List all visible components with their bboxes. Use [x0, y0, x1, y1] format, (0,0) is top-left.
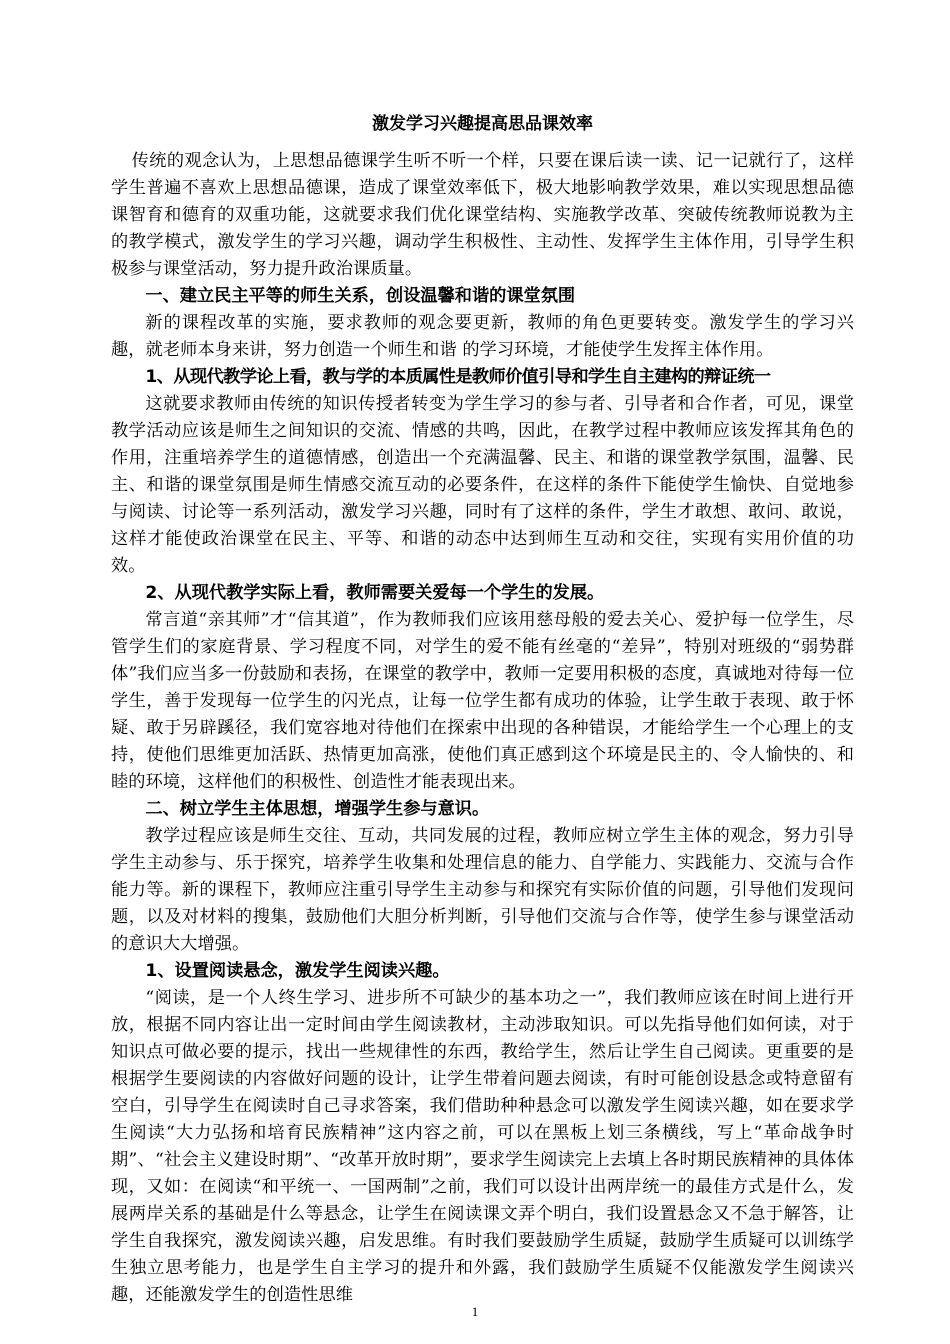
page-number: 1	[471, 1304, 479, 1319]
section-1-paragraph: 新的课程改革的实施，要求教师的观念要更新，教师的角色更要转变。激发学生的学习兴趣，就老师本身来讲，努力创造一个师生和谐 的学习环境，才能使学生发挥主体作用。	[111, 313, 854, 360]
section-heading-2: 二、树立学生主体思想，增强学生参与意识。	[145, 799, 490, 819]
intro-paragraph: 传统的观念认为，上思想品德课学生听不听一个样，只要在课后读一读、记一记就行了，这样学生普遍不喜欢上思想品德课，造成了课堂效率低下，极大地影响教学效果，难以实现思想品德课智育和德育的双重功能，这就要求我们优化课堂结构、实施教学改革、突破传统教师说教为主的教学模式，激发学生的学习兴趣，调动学生积极性、主动性、发挥学生主体作用，引导学生积极参与课堂活动，努力提升政治课质量。	[111, 151, 854, 279]
subsection-heading-1-2: 2、从现代教学实际上看，教师需要关爱每一个学生的发展。	[145, 583, 605, 603]
subsection-1-2-paragraph: 常言道“亲其师”才“信其道”，作为教师我们应该用慈母般的爱去关心、爱护每一位学生，尽管学生们的家庭背景、学习程度不同，对学生的爱不能有丝毫的“差异”，特别对班级的“弱势群体”我们应当多一份鼓励和表扬，在课堂的教学中，教师一定要用积极的态度，真诚地对待每一位学生，善于发现每一位学生的闪光点，让每一位学生都有成功的体验，让学生敢于表现、敢于怀疑、敢于另辟蹊径，我们宽容地对待他们在探索中出现的各种错误，才能给学生一个心理上的支持，使他们思维更加活跃、热情更加高涨，使他们真正感到这个环境是民主的、令人愉快的、和睦的环境，这样他们的积极性、创造性才能表现出来。	[111, 610, 854, 792]
subsection-2-1-paragraph: “阅读，是一个人终生学习、进步所不可缺少的基本功之一”，我们教师应该在时间上进行开放，根据不同内容让出一定时间由学生阅读教材，主动涉取知识。可以先指导他们如何读，对于知识点可做必要的提示，找出一些规律性的东西，教给学生，然后让学生自己阅读。更重要的是根据学生要阅读的内容做好问题的设计，让学生带着问题去阅读，有时可能创设悬念或特意留有空白，引导学生在阅读时自己寻求答案，我们借助种种悬念可以激发学生阅读兴趣，如在要求学生阅读“大力弘扬和培育民族精神”这内容之前，可以在黑板上划三条横线，写上“革命战争时期”、“社会主义建设时期”、“改革开放时期”，要求学生阅读完上去填上各时期民族精神的具体体现，又如：在阅读“和平统一、一国两制”之前，我们可以设计出两岸统一的最佳方式是什么，发展两岸关系的基础是什么等悬念，让学生在阅读课文弄个明白，我们设置悬念又不急于解答，让学生自我探究，激发阅读兴趣，启发思维。有时我们要鼓励学生质疑，鼓励学生质疑可以训练学生独立思考能力，也是学生自主学习的提升和外露，我们鼓励学生质疑不仅能激发学生阅读兴趣，还能激发学生的创造性思维	[111, 988, 854, 1305]
section-2-paragraph: 教学过程应该是师生交往、互动，共同发展的过程，教师应树立学生主体的观念，努力引导学生主动参与、乐于探究，培养学生收集和处理信息的能力、自学能力、实践能力、交流与合作能力等。新的课程下，教师应注重引导学生主动参与和探究有实际价值的问题，引导他们发现问题，以及对材料的搜集，鼓励他们大胆分析判断，引导他们交流与合作等，使学生参与课堂活动的意识大大增强。	[111, 826, 854, 954]
subsection-heading-1-1: 1、从现代教学论上看，教与学的本质属性是教师价值引导和学生自主建构的辩证统一	[145, 367, 771, 387]
subsection-1-1-paragraph: 这就要求教师由传统的知识传授者转变为学生学习的参与者、引导者和合作者，可见，课堂教学活动应该是师生之间知识的交流、情感的共鸣，因此，在教学过程中教师应该发挥其角色的作用，注重培养学生的道德情感，创造出一个充满温馨、民主、和谐的课堂教学氛围，温馨、民主、和谐的课堂氛围是师生情感交流互动的必要条件，在这样的条件下能使学生愉快、自觉地参与阅读、讨论等一系列活动，激发学习兴趣，同时有了这样的条件，学生才敢想、敢问、敢说，这样才能使政治课堂在民主、平等、和谐的动态中达到师生互动和交往，实现有实用价值的功效。	[111, 394, 854, 576]
section-heading-1: 一、建立民主平等的师生关系，创设温馨和谐的课堂氛围	[145, 286, 576, 306]
document-title: 激发学习兴趣提高思品课效率	[372, 114, 593, 134]
subsection-heading-2-1: 1、设置阅读悬念，激发学生阅读兴趣。	[145, 961, 450, 981]
